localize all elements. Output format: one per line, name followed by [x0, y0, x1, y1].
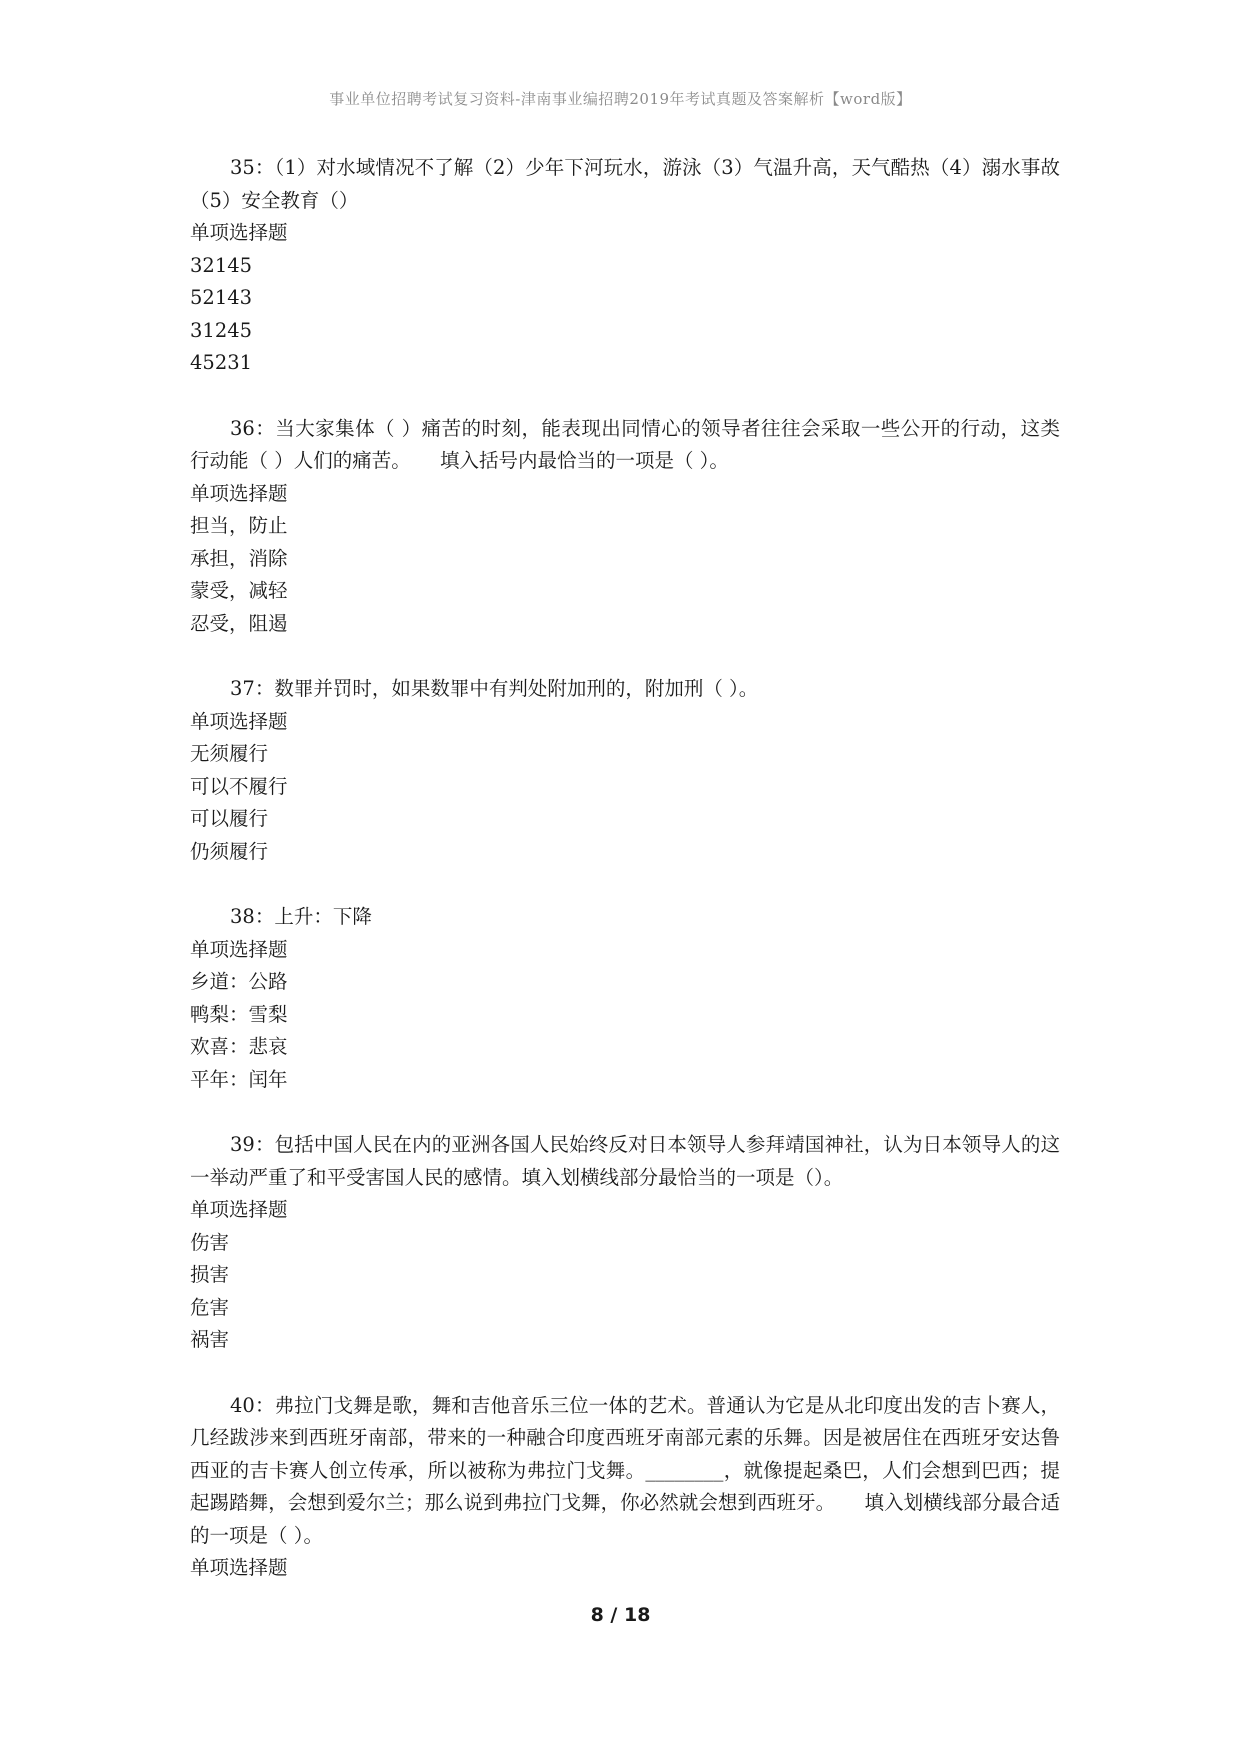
option-b: 可以不履行 — [190, 774, 288, 798]
option-b: 52143 — [190, 286, 253, 309]
option-a: 担当，防止 — [190, 514, 288, 537]
option-d: 忍受，阻遏 — [190, 611, 288, 635]
question-40 — [190, 1390, 1060, 1585]
question-type: 单项选择题 — [190, 1556, 288, 1579]
question-38 — [190, 901, 1060, 1096]
page-header: 事业单位招聘考试复习资料-津南事业编招聘2019年考试真题及答案解析【word版】 — [329, 90, 912, 108]
option-d: 45231 — [190, 351, 253, 374]
option-c: 欢喜：悲哀 — [190, 1035, 288, 1058]
option-d: 仍须履行 — [190, 839, 269, 863]
option-d: 祸害 — [190, 1328, 230, 1351]
option-b: 损害 — [190, 1263, 230, 1286]
option-c: 危害 — [190, 1295, 230, 1319]
question-35 — [190, 152, 1060, 380]
question-text: 39：包括中国人民在内的亚洲各国人民始终反对日本领导人参拜靖国神社，认为日本领导人的这一举动严重了和平受害国人民的感情。填入划横线部分最恰当的一项是（）。 — [190, 1133, 1060, 1189]
question-type: 单项选择题 — [190, 1198, 288, 1221]
option-a: 乡道：公路 — [190, 970, 288, 993]
option-c: 31245 — [190, 318, 253, 342]
page-number: 8 / 18 — [590, 1604, 651, 1626]
question-text: 35：（1）对水域情况不了解（2）少年下河玩水，游泳（3）气温升高，天气酷热（4）溺水事故（5）安全教育（） — [190, 156, 1060, 212]
question-text: 38：上升：下降 — [230, 905, 372, 928]
option-a: 无须履行 — [190, 742, 269, 765]
question-text: 40：弗拉门戈舞是歌，舞和吉他音乐三位一体的艺术。普通认为它是从北印度出发的吉卜赛人，几经跋涉来到西班牙南部，带来的一种融合印度西班牙南部元素的乐舞。因是被居住在西班牙安达鲁西亚的吉卡赛人创立传承，所以被称为弗拉门戈舞。________，就像提起桑巴，人们会想到巴西；提起踢踏舞，会想到爱尔兰；那么说到弗拉门戈舞，你必然就会想到西班牙。 填入划横线部分最合适的一项是（ ）。 — [190, 1393, 1060, 1547]
question-type: 单项选择题 — [190, 709, 288, 733]
question-text: 36：当大家集体（ ）痛苦的时刻，能表现出同情心的领导者往往会采取一些公开的行动，这类行动能（ ）人们的痛苦。 填入括号内最恰当的一项是（ ）。 — [190, 416, 1060, 472]
option-d: 平年：闰年 — [190, 1067, 288, 1091]
option-b: 鸭梨：雪梨 — [190, 1002, 288, 1026]
question-type: 单项选择题 — [190, 481, 288, 505]
option-b: 承担，消除 — [190, 546, 288, 570]
question-36 — [190, 413, 1060, 641]
question-text: 37：数罪并罚时，如果数罪中有判处附加刑的，附加刑（ ）。 — [230, 677, 759, 700]
option-a: 32145 — [190, 253, 253, 277]
option-a: 伤害 — [190, 1230, 230, 1254]
option-c: 蒙受，减轻 — [190, 579, 288, 602]
question-37 — [190, 673, 1060, 868]
question-39 — [190, 1129, 1060, 1357]
question-type: 单项选择题 — [190, 221, 288, 244]
document-body — [190, 152, 1060, 1618]
question-type: 单项选择题 — [190, 937, 288, 961]
option-c: 可以履行 — [190, 807, 269, 830]
